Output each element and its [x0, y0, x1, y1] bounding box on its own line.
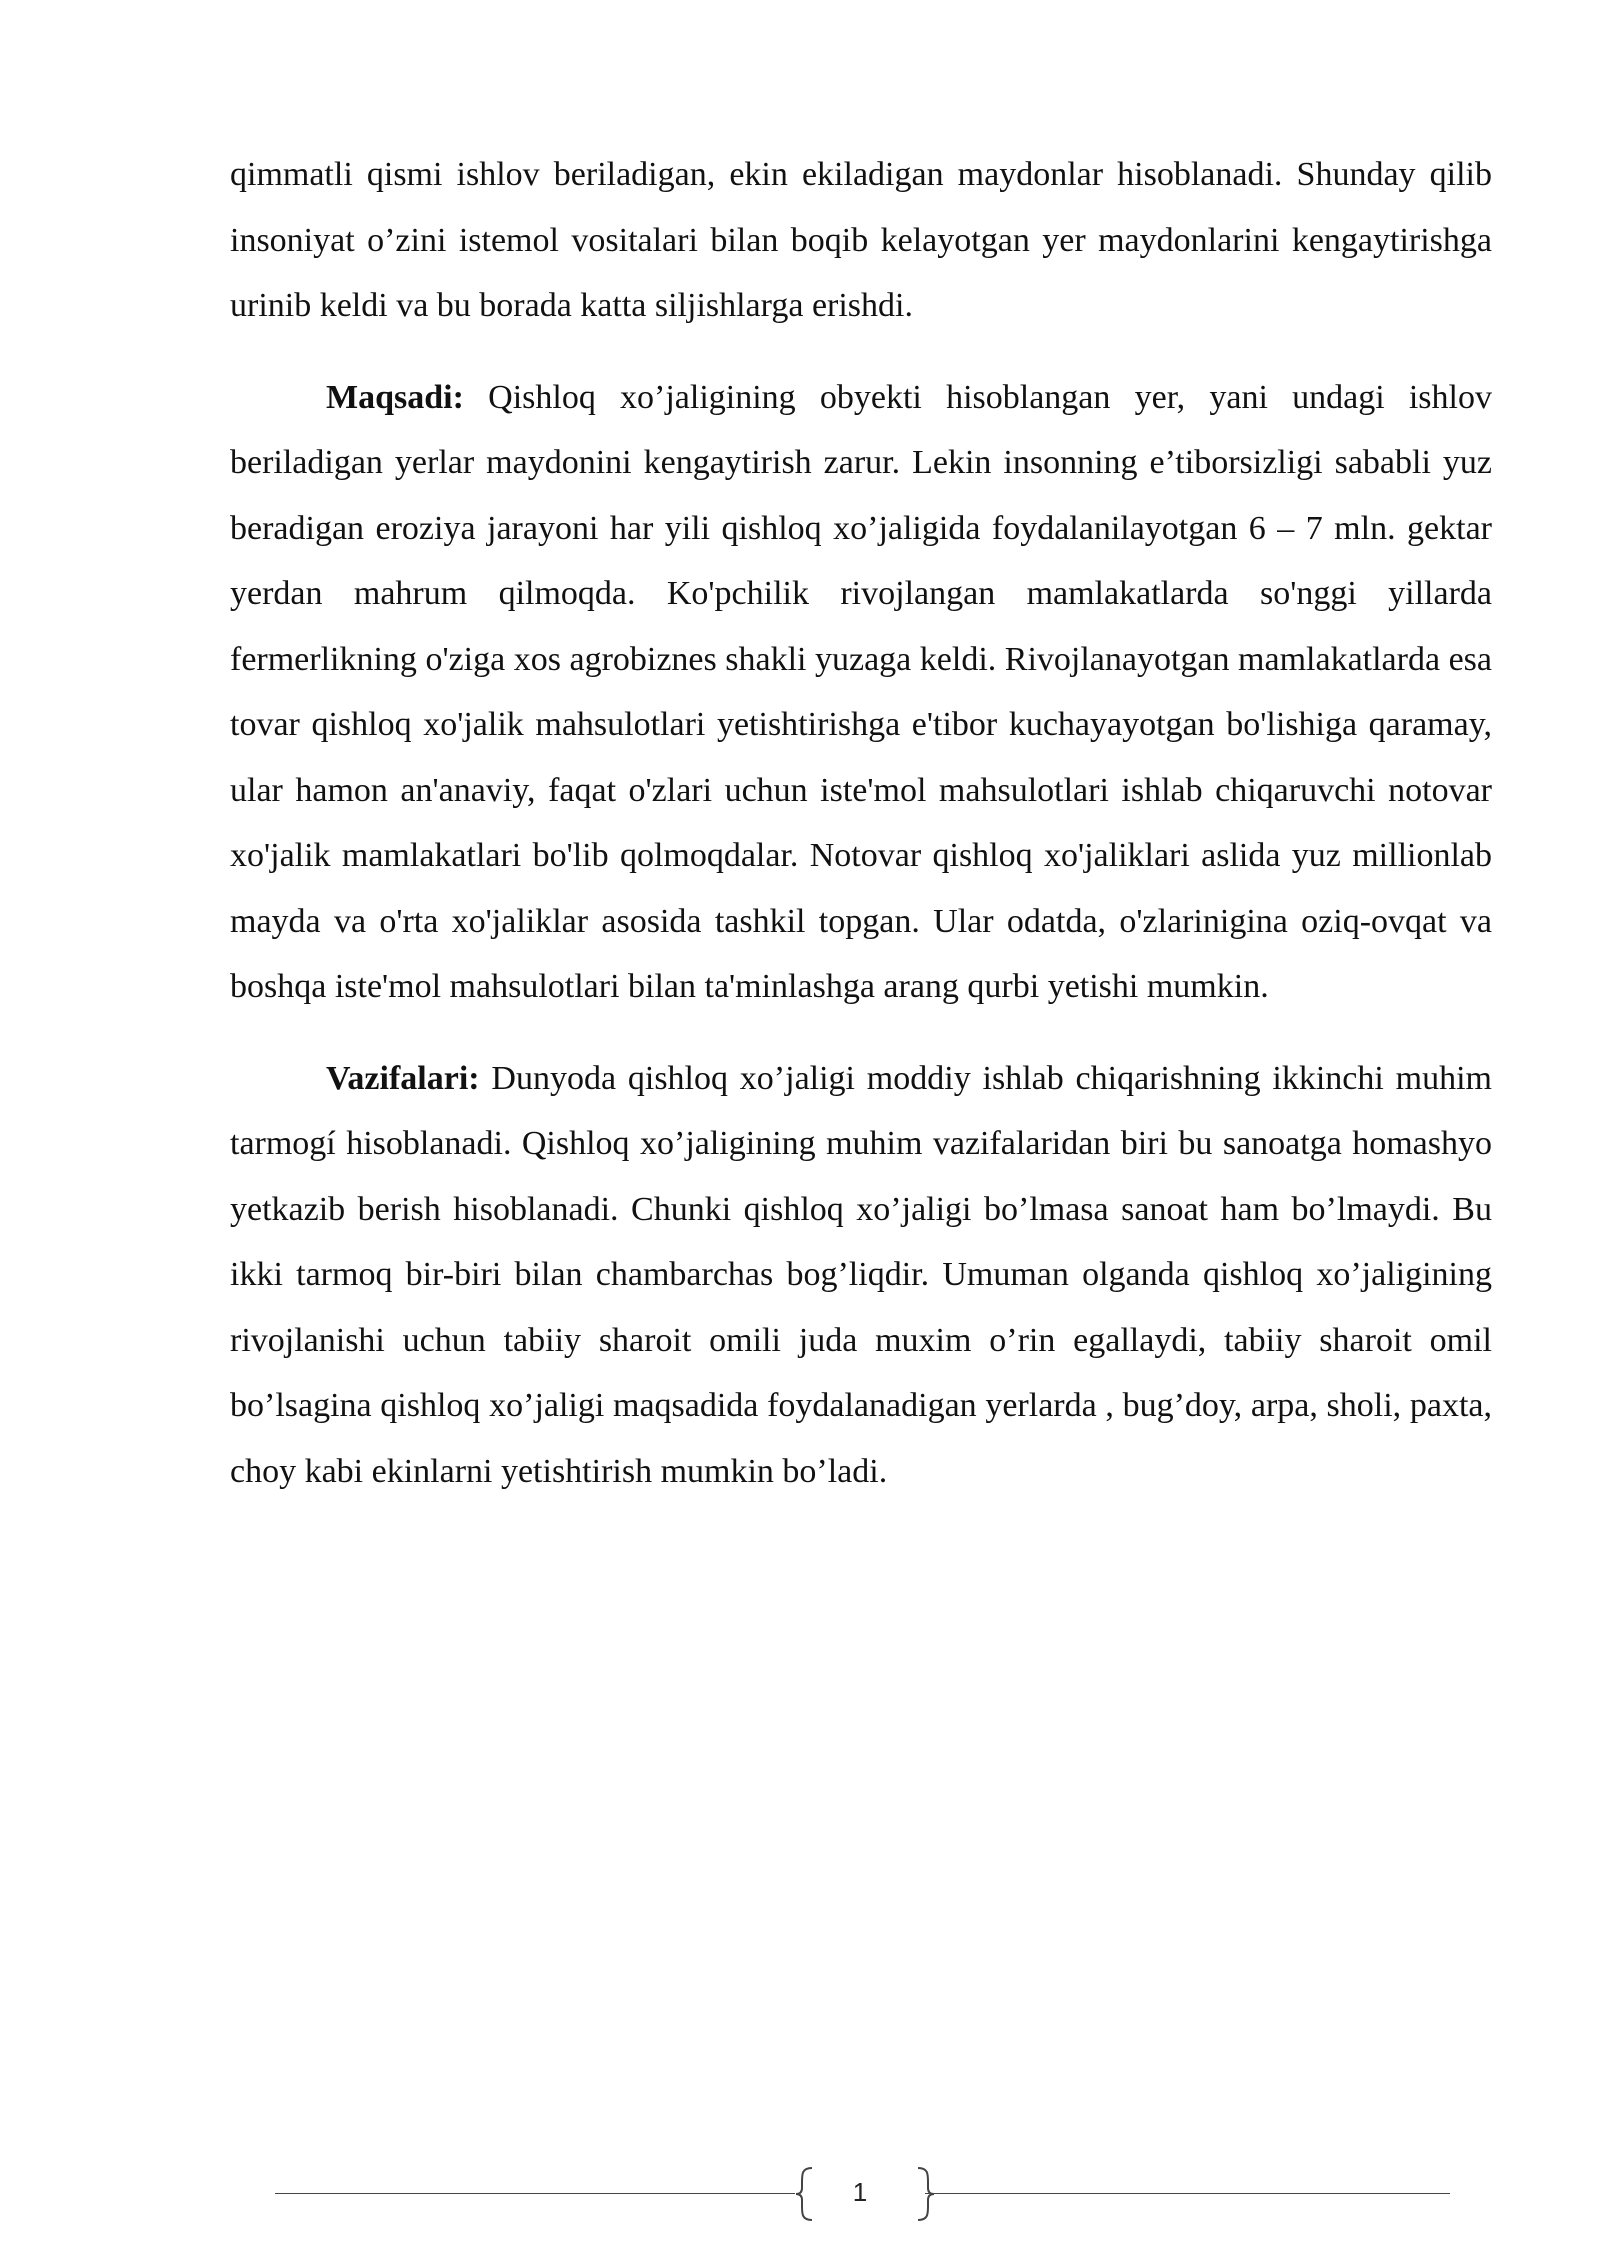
paragraph-maqsadi-text: Qishloq xo’jaligining obyekti hisoblangan yer, yani undagi ishlov beriladigan yerlar maydonini kengaytirish zarur. Lekin insonning e’tiborsizligi sababli yuz beradigan eroziya jarayoni har yili qishloq xo’jaligida foydalanilayotgan 6 – 7 mln. gektar yerdan mahrum qilmoqda. Ko'pchilik rivojlangan mamlakatlarda so'nggi yillarda fermerlikning o'ziga xos agrobiznes shakli yuzaga keldi. Rivojlanayotgan mamlakatlarda esa tovar qishloq xo'jalik mahsulotlari yetishtirishga e'tibor kuchayayotgan bo'lishiga qaramay, ular hamon an'anaviy, faqat o'zlari uchun iste'mol mahsulotlari ishlab chiqaruvchi notovar xo'jalik mamlakatlari bo'lib qolmoqdalar. Notovar qishloq xo'jaliklari aslida yuz millionlab mayda va o'rta xo'jaliklar asosida tashkil topgan. Ular odatda, o'zlarinigina oziq-ovqat va boshqa iste'mol mahsulotlari bilan ta'minlashga arang qurbi yetishi mumkin. — [230, 378, 1492, 1005]
paragraph-vazifalari — [230, 1046, 1492, 1505]
right-brace-icon — [880, 2164, 940, 2224]
paragraph-intro — [230, 142, 1492, 339]
page-footer — [0, 2160, 1600, 2230]
footer-rule-right — [925, 2193, 1450, 2194]
paragraph-maqsadi-heading: Maqsadi: — [326, 378, 464, 416]
document-body — [230, 142, 1492, 1504]
paragraph-maqsadi — [230, 365, 1492, 1020]
paragraph-intro-text: qimmatli qismi ishlov beriladigan, ekin ekiladigan maydonlar hisoblanadi. Shunday qilib insoniyat o’zini istemol vositalari bilan boqib kelayotgan yer maydonlarini kengaytirishga urinib keldi va bu borada katta siljishlarga erishdi. — [230, 156, 1492, 324]
footer-rule-left — [275, 2193, 795, 2194]
page-number: 1 — [852, 2177, 868, 2207]
paragraph-vazifalari-heading: Vazifalari: — [326, 1059, 480, 1097]
paragraph-vazifalari-text: Dunyoda qishloq xo’jaligi moddiy ishlab chiqarishning ikkinchi muhim tarmogí hisoblanadi. Qishloq xo’jaligining muhim vazifalaridan biri bu sanoatga homashyo yetkazib berish hisoblanadi. Chunki qishloq xo’jaligi bo’lmasa sanoat ham bo’lmaydi. Bu ikki tarmoq bir-biri bilan chambarchas bog’liqdir. Umuman olganda qishloq xo’jaligining rivojlanishi uchun tabiiy sharoit omili juda muxim o’rin egallaydi, tabiiy sharoit omil bo’lsagina qishloq xo’jaligi maqsadida foydalanadigan yerlarda , bug’doy, arpa, sholi, paxta, choy kabi ekinlarni yetishtirish mumkin bo’ladi. — [230, 1059, 1492, 1490]
